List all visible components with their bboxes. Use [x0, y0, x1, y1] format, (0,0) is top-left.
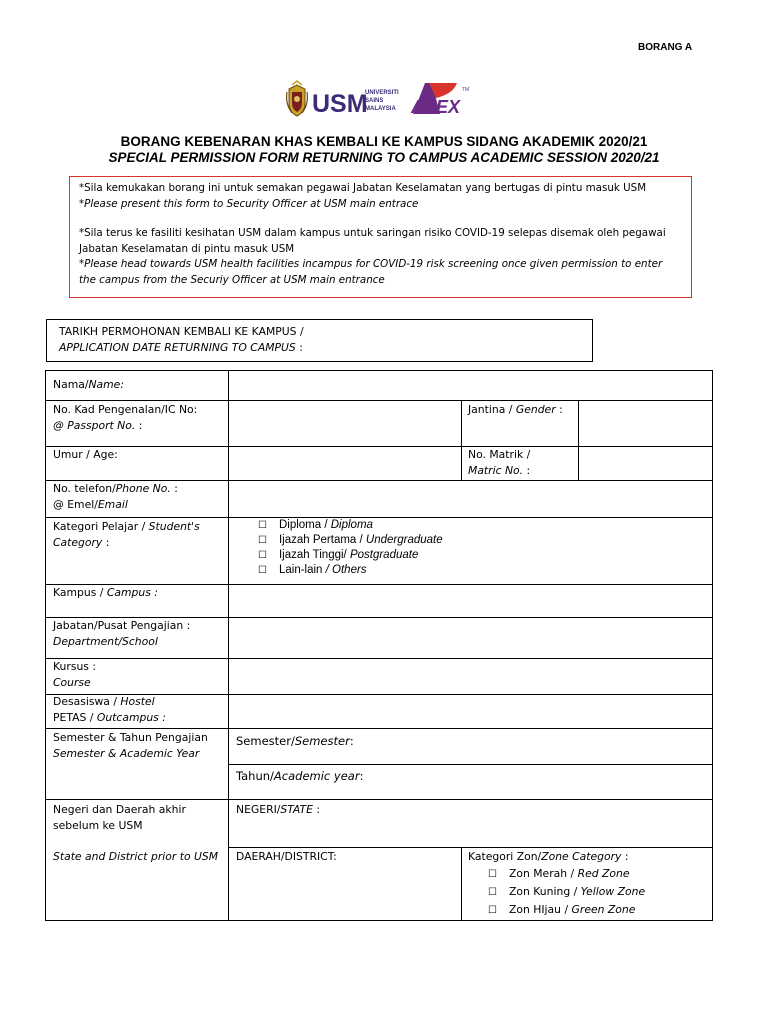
form-code: BORANG A [638, 42, 693, 53]
matric-label: No. Matrik / Matric No. : [468, 448, 531, 477]
form-title-english: SPECIAL PERMISSION FORM RETURNING TO CAMPUS ACADEMIC SESSION 2020/21 [108, 150, 660, 165]
notice-line-4: *Please head towards USM health facilities incampus for COVID-19 risk screening once given permission to enter the campus from the Securiy Officer at USM main entrance [79, 258, 663, 286]
checkbox-icon: ☐ [258, 565, 267, 576]
notice-line-2: *Please present this form to Security Officer at USM main entrace [79, 197, 419, 210]
course-label: Kursus : Course [53, 660, 96, 689]
hostel-label: Desasiswa / Hostel PETAS / Outcampus : [53, 695, 166, 724]
option-undergraduate[interactable]: ☐ Ijazah Pertama / Undergraduate [258, 534, 443, 546]
campus-field[interactable] [229, 585, 712, 617]
name-label: Nama/Name: [53, 378, 124, 391]
checkbox-icon: ☐ [258, 535, 267, 546]
department-label: Jabatan/Pusat Pengajian : Department/School [53, 619, 191, 648]
state-field[interactable]: NEGERI/STATE : [236, 803, 320, 816]
zone-category [468, 848, 645, 919]
district-field[interactable]: DAERAH/DISTRICT: [236, 850, 337, 863]
name-field[interactable] [229, 371, 712, 400]
option-green-zone[interactable]: ☐ Zon HIjau / Green Zone [488, 903, 636, 916]
application-date-label-malay: TARIKH PERMOHONAN KEMBALI KE KAMPUS / [59, 325, 304, 338]
option-red-zone[interactable]: ☐ Zon Merah / Red Zone [488, 867, 630, 880]
course-field[interactable] [229, 659, 712, 694]
academic-year-field[interactable]: Tahun/Academic year: [236, 769, 364, 783]
usm-wordmark: USM [312, 90, 368, 118]
option-yellow-zone[interactable]: ☐ Zon Kuning / Yellow Zone [488, 885, 646, 898]
age-field[interactable] [229, 447, 461, 480]
matric-field[interactable] [579, 447, 712, 480]
svg-text:UNIVERSITI: UNIVERSITI [365, 90, 399, 96]
notice-line-3: *Sila terus ke fasiliti kesihatan USM dalam kampus untuk saringan risiko COVID-19 selepas disemak oleh pegawai Jabatan Keselamatan di pintu masuk USM [79, 227, 666, 255]
svg-text:TM: TM [462, 87, 470, 93]
logo-banner [286, 80, 482, 120]
student-category-options [258, 518, 443, 578]
apex-wordmark: APEX [411, 97, 461, 117]
ic-field[interactable] [229, 401, 461, 446]
application-date-box[interactable] [46, 319, 593, 362]
svg-text:MALAYSIA: MALAYSIA [365, 106, 396, 112]
student-category-label: Kategori Pelajar / Student's Category : [53, 520, 200, 549]
notice-box [69, 176, 692, 298]
option-postgraduate[interactable]: ☐ Ijazah Tinggi/ Postgraduate [258, 549, 419, 561]
state-district-label: Negeri dan Daerah akhir sebelum ke USM State and District prior to USM [53, 803, 219, 863]
ic-label: No. Kad Pengenalan/IC No: @ Passport No. : [53, 403, 198, 432]
gender-label: Jantina / Gender : [468, 403, 563, 416]
phone-email-field[interactable] [229, 481, 712, 517]
zone-category-label: Kategori Zon/Zone Category : [468, 850, 629, 863]
semester-label: Semester & Tahun Pengajian Semester & Academic Year [53, 731, 208, 760]
checkbox-icon: ☐ [488, 869, 497, 880]
checkbox-icon: ☐ [258, 550, 267, 561]
option-others[interactable]: ☐ Lain-lain / Others [258, 564, 367, 576]
checkbox-icon: ☐ [488, 905, 497, 916]
svg-text:SAINS: SAINS [365, 98, 384, 104]
semester-field[interactable]: Semester/Semester: [236, 734, 354, 748]
application-date-label-english: APPLICATION DATE RETURNING TO CAMPUS : [59, 341, 303, 354]
checkbox-icon: ☐ [488, 887, 497, 898]
form-title-malay: BORANG KEBENARAN KHAS KEMBALI KE KAMPUS SIDANG AKADEMIK 2020/21 [120, 134, 648, 149]
university-crest-icon [286, 80, 482, 120]
phone-email-label: No. telefon/Phone No. : @ Emel/Email [53, 482, 178, 511]
age-label: Umur / Age: [53, 448, 118, 461]
option-diploma[interactable]: ☐ Diploma / Diploma [258, 519, 373, 531]
gender-field[interactable] [579, 401, 712, 446]
notice-line-1: *Sila kemukakan borang ini untuk semakan pegawai Jabatan Keselamatan yang bertugas di pintu masuk USM [79, 182, 647, 194]
campus-label: Kampus / Campus : [53, 586, 158, 599]
department-field[interactable] [229, 618, 712, 658]
hostel-field[interactable] [229, 695, 712, 728]
checkbox-icon: ☐ [258, 520, 267, 531]
